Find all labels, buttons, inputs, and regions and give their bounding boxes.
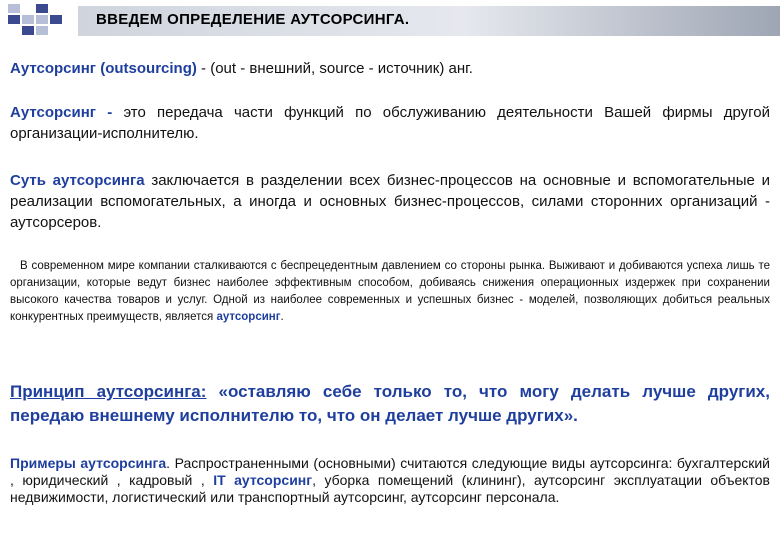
term-essence: Суть аутсорсинга (10, 172, 152, 189)
principle-text: «оставляю себе только то, что могу делать лучше других, передаю внешнему исполнителю то, что он делает лучше других». (10, 382, 770, 425)
examples-paragraph (10, 455, 770, 506)
examples-text: Распространенными (основными) считаются следующие виды аутсорсинга: бухгалтерский , юридический , кадровый , (10, 455, 770, 488)
term-outsourcing-3: аутсорсинг (216, 311, 281, 323)
examples-text-2: , уборка помещений (клининг), аутсорсинг эксплуатации объектов недвижимости, логистический или транспортный аутсорсинг, аутсорсинг персонала. (10, 472, 770, 505)
essence-text: заключается в разделении всех бизнес-процессов на основные и вспомогательные и реализации вспомогательных, а иногда и основных бизнес-процессов, силами сторонних организаций - аутсорсеров. (10, 172, 770, 231)
term-principle: Принцип аутсорсинга: (10, 382, 207, 401)
logo-grid (8, 4, 64, 38)
term-outsourcing-2: Аутсорсинг - (10, 104, 124, 121)
page-title: ВВЕДЕМ ОПРЕДЕЛЕНИЕ АУТСОРСИНГА. (96, 11, 410, 28)
context-paragraph (10, 258, 770, 326)
definition-paragraph (10, 102, 770, 144)
context-end: . (280, 311, 284, 323)
context-text: В современном мире компании сталкиваются с беспрецедентным давлением со стороны рынка. Выживают и добиваются успеха лишь те организации, которые ведут бизнес наиболее эффективным способом, добиваясь снижения операционных издержек при сохранении высокого качества товаров и услуг. Одной из наиболее современных и успешных бизнес - моделей, позволяющих добиться реальных конкурентных преимуществ, является (10, 260, 770, 323)
principle-paragraph (10, 380, 770, 428)
essence-paragraph (10, 170, 770, 233)
examples-dot: . (166, 455, 171, 471)
term-outsourcing: Аутсорсинг (outsourcing) (10, 60, 197, 77)
definition-etymology: - (out - внешний, source - источник) анг. (196, 60, 473, 77)
definition-text: это передача части функций по обслуживанию деятельности Вашей фирмы другой организации-исполнителю. (10, 104, 771, 142)
term-examples: Примеры аутсорсинга (10, 455, 167, 471)
definition-line (10, 58, 770, 79)
term-it-outsourcing: IT аутсорсинг (213, 472, 313, 488)
